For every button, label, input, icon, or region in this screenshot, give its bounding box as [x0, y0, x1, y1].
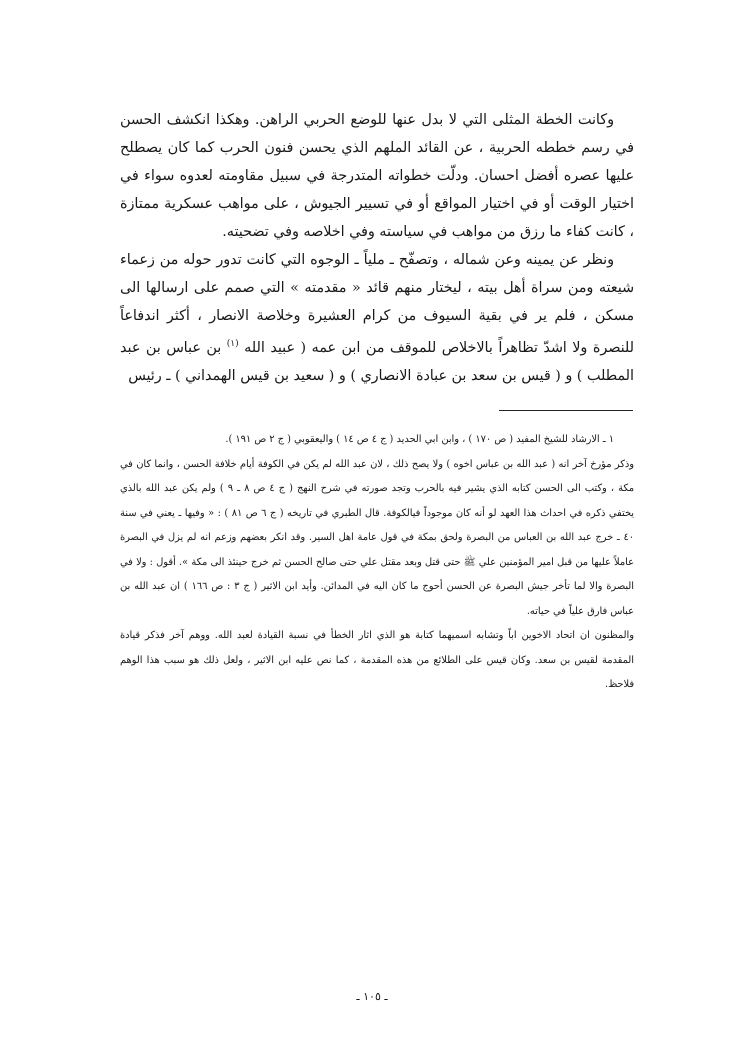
- body-paragraph: وكانت الخطة المثلى التي لا بدل عنها للوضع الحربي الراهن. وهكذا انكشف الحسن في رسم خططه الحربية ، عن القائد الملهم الذي يحسن فنون الحرب كما كان يصطلح عليها عصره أفضل احسان. ودلّت خطواته المتدرجة في سبيل مقاومته لعدوه سواء في اختيار الوقت أو في اختيار المواقع أو في تسيير الجيوش ، على مواهب عسكرية ممتازة ، كانت كفاء ما رزق من مواهب في سياسته وفي اخلاصه وفي تضحيته.: [120, 112, 634, 240]
- page-number: ـ ١٠٥ ـ: [356, 990, 388, 1003]
- honorific-symbol: ﷺ: [463, 556, 476, 568]
- main-text: [120, 106, 634, 390]
- body-paragraph: [120, 246, 634, 390]
- footnote: والمظنون ان اتحاد الاخوين اباً وتشابه اسميهما كتابة هو الذي اثار الخطأ في نسبة القيادة لعبد الله. ووهم آخر فذكر قيادة المقدمة لقيس بن سعد. وكان قيس على الطلائع من هذه المقدمة ، كما نص عليه ابن الاثير ، ولعل ذلك هو سبب هذا الوهم فلاحظ.: [120, 630, 634, 690]
- footnote-reference: (١): [226, 339, 239, 349]
- footnote: ١ ـ الارشاد للشيخ المفيد ( ص ١٧٠ ) ، وابن ابي الحديد ( ج ٤ ص ١٤ ) واليعقوبي ( ج ٢ ص ١٩١ ).: [225, 434, 614, 445]
- footnote: [120, 453, 634, 625]
- footnote-text: وذكر مؤرخ آخر انه ( عبد الله بن عباس اخوه ) ولا يصح ذلك ، لان عبد الله لم يكن في الكوفة أيام خلافة الحسن ، وانما كان في مكة ، وكتب الى الحسن كتابه الذي يشير فيه بالحرب وتجد صورته في شرح النهج ( ج ٤ ص ٨ ـ ٩ ) ولم يكن عبد الله بالذي يختفي ذكره في احداث هذا العهد لو أنه كان موجوداً فيالكوفة. قال الطبري في تاريخه ( ج ٦ ص ٨١ ) : « وفيها ـ يعني في سنة ٤٠ ـ خرج عبد الله بن العباس من البصرة ولحق بمكة في قول عامة اهل السير. وقد انكر بعضهم وزعم انه لم يزل في البصرة عاملاً عليها من قبل امير المؤمنين علي: [120, 458, 634, 568]
- body-text: بن عباس بن عبد المطلب ) و ( قيس بن سعد بن عبادة الانصاري ) و ( سعيد بن قيس الهمداني ) ـ رئيس: [120, 339, 634, 384]
- footnotes: [120, 428, 634, 698]
- footnote-separator: [499, 410, 633, 411]
- footnote-text: حتى قتل وبعد مقتل علي حتى صالح الحسن ثم خرج حينئذ الى مكة ». أقول : ولا في البصرة والا لما تأخر جيش البصرة عن الحسن أحوج ما كان اليه في المدائن. وأيد ابن الاثير ( ج ٣ : ص ١٦٦ ) ان عبد الله بن عباس فارق علياً في حياته.: [120, 556, 634, 617]
- body-text: ونظر عن يمينه وعن شماله ، وتصفّح ـ ملياً ـ الوجوه التي كانت تدور حوله من زعماء شيعته ومن سراة أهل بيته ، ليختار منهم قائد « مقدمته » التي صمم على ارسالها الى مسكن ، فلم ير في بقية السيوف من كرام العشيرة وخلاصة الانصار ، أكثر اندفاعاً للنصرة ولا اشدّ تظاهراً بالاخلاص للموقف من ابن عمه ( عبيد الله: [120, 252, 635, 356]
